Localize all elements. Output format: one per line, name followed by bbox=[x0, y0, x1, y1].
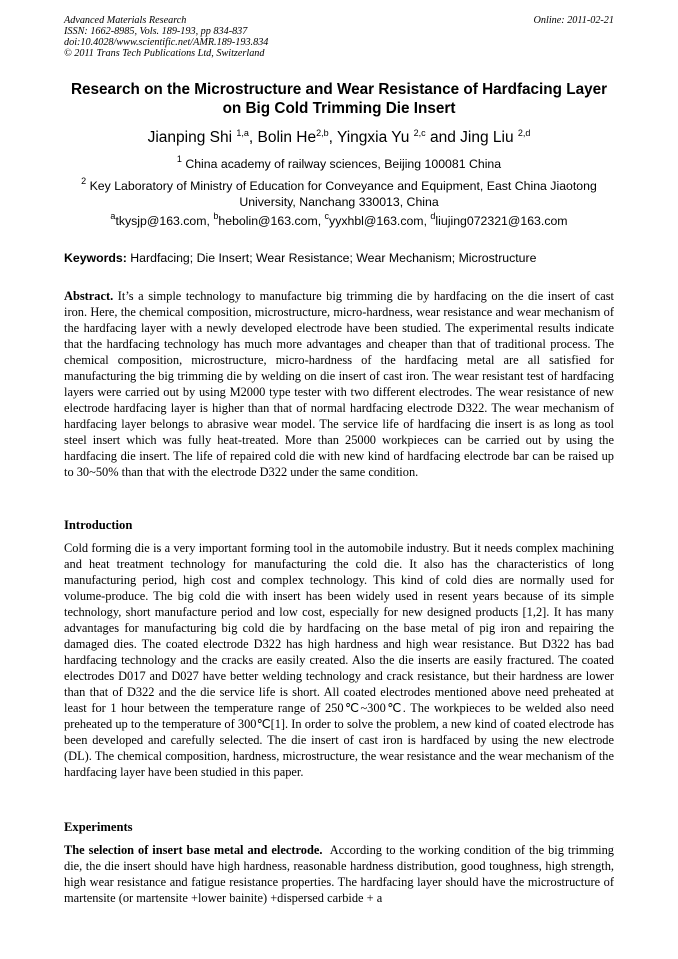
keywords-line bbox=[64, 250, 614, 266]
email-link[interactable]: yyxhbl@163.com bbox=[329, 214, 424, 228]
email-link[interactable]: hebolin@163.com bbox=[218, 214, 318, 228]
author-sup: 2,b bbox=[316, 128, 329, 138]
introduction-heading: Introduction bbox=[64, 518, 133, 532]
experiments-heading: Experiments bbox=[64, 820, 133, 834]
email-separator: , bbox=[206, 214, 214, 228]
author-name: Yingxia Yu bbox=[336, 129, 410, 146]
email-separator: , bbox=[423, 214, 431, 228]
author-sup: 2,c bbox=[413, 128, 426, 138]
issn-line: ISSN: 1662-8985, Vols. 189-193, pp 834-837 bbox=[64, 26, 248, 37]
affiliation-text: Key Laboratory of Ministry of Education for Conveyance and Equipment, East China Jiaotong University, Nanchang 330013, China bbox=[89, 179, 597, 209]
experiments-paragraph bbox=[64, 842, 614, 906]
journal-header bbox=[64, 15, 268, 59]
email-list bbox=[40, 213, 638, 229]
author-list bbox=[40, 128, 638, 148]
author-sup: 2,d bbox=[517, 128, 531, 138]
affiliation-1 bbox=[60, 156, 618, 172]
email-sup: b bbox=[213, 211, 219, 221]
journal-name: Advanced Materials Research bbox=[64, 15, 187, 26]
abstract-text: It’s a simple technology to manufacture big trimming die by hardfacing on the die insert of cast iron. Here, the chemical composition, microstructure, micro-hardness, wear resistance and wear mechanism of the hardfacing layer with a newly developed electrode have been studied. The experimental results indicate that the hardfacing technology has much more advantages and cheaper than that of traditional process. The chemical composition, microstructure, micro-hardness of the hardfacing metal are all satisfied for manufacturing the big trimming die by welding on die insert of cast iron. The wear resistant test of hardfacing layers were carried out by using M2000 type tester with two different electrodes. The wear resistance of new electrode hardfacing layer is higher than that of normal hardfacing electrode D322. The wear mechanism of hardfacing layer belongs to abrasive wear model. The service life of hardfacing die insert is as long as tool steel insert which was fully heat-treated. More than 25000 workpieces can be carried out by using the hardfacing die insert. The life of repaired cold die with new kind of hardfacing electrode bar can be raised up to 30~50% than that with the electrode D322 under the same condition. bbox=[64, 289, 614, 479]
author-name: Jing Liu bbox=[460, 129, 514, 146]
experiments-text: According to the working condition of the big trimming die, the die insert should have high hardness, reasonable hardness distribution, good toughness, high strength, high wear resistance and fatigue resistance properties. The hardfacing layer should have the microstructure of martensite (or martensite +lower bainite) +dispersed carbide + a bbox=[64, 843, 614, 905]
paper-title: Research on the Microstructure and Wear Resistance of Hardfacing Layer on Big Cold Trimming Die Insert bbox=[70, 81, 608, 117]
author-sup: 1,a bbox=[236, 128, 249, 138]
email-separator: , bbox=[317, 214, 325, 228]
affiliation-sup: 2 bbox=[81, 176, 87, 186]
email-link[interactable]: tkysjp@163.com bbox=[115, 214, 207, 228]
author-separator: and bbox=[425, 129, 461, 146]
email-sup: d bbox=[430, 211, 436, 221]
affiliation-text: China academy of railway sciences, Beijing 100081 China bbox=[185, 157, 502, 171]
author-name: Bolin He bbox=[257, 129, 317, 146]
keywords-label: Keywords: bbox=[64, 251, 127, 265]
author-separator: , bbox=[248, 129, 258, 146]
experiments-subheading: The selection of insert base metal and electrode. bbox=[64, 843, 323, 857]
email-link[interactable]: liujing072321@163.com bbox=[435, 214, 568, 228]
copyright-line: © 2011 Trans Tech Publications Ltd, Switzerland bbox=[64, 48, 265, 59]
abstract-paragraph bbox=[64, 288, 614, 480]
email-sup: a bbox=[110, 211, 116, 221]
author-separator: , bbox=[328, 129, 337, 146]
doi-line[interactable]: doi:10.4028/www.scientific.net/AMR.189-193.834 bbox=[64, 37, 269, 48]
abstract-label: Abstract. bbox=[64, 289, 114, 303]
introduction-paragraph: Cold forming die is a very important forming tool in the automobile industry. But it needs complex machining and heat treatment technology for manufacturing the cold die. It also has the characteristics of long manufacturing period, high cost and complex technology. This kind of cold dies are normally used for volume-produce. The big cold die with insert has been widely used in resent years because of its simple technology, short manufacture period and low cost, especially for new designed products [1,2]. It has many advantages for manufacturing big cold die by hardfacing on the base metal of pig iron and repairing the damaged dies. The coated electrode D322 has high hardness and high wear resistance. But D322 has bad hardfacing technology and the cracks are easily created. Also the die inserts are easily fractured. The coated electrodes D017 and D027 have better welding technology and crack resistance, but their hardness are lower than that of D322 and the die service life is short. All coated electrodes mentioned above need preheated at least for 1 hour between the temperature range of 250℃~300℃. The workpieces to be welded also need preheated up to the temperature of 300℃[1]. In order to solve the problem, a new kind of coated electrode has been developed and carefully selected. The die insert of cast iron is hardfaced by using the new electrode (DL). The chemical composition, hardness, microstructure, the wear resistance and the wear mechanism of the hardfacing layer have been studied in this paper. bbox=[64, 541, 614, 779]
author-name: Jianping Shi bbox=[147, 129, 233, 146]
keywords-text: Hardfacing; Die Insert; Wear Resistance; Wear Mechanism; Microstructure bbox=[130, 251, 537, 265]
affiliation-sup: 1 bbox=[176, 154, 182, 164]
online-date: Online: 2011-02-21 bbox=[533, 15, 614, 26]
affiliation-2 bbox=[60, 178, 618, 210]
email-sup: c bbox=[324, 211, 330, 221]
